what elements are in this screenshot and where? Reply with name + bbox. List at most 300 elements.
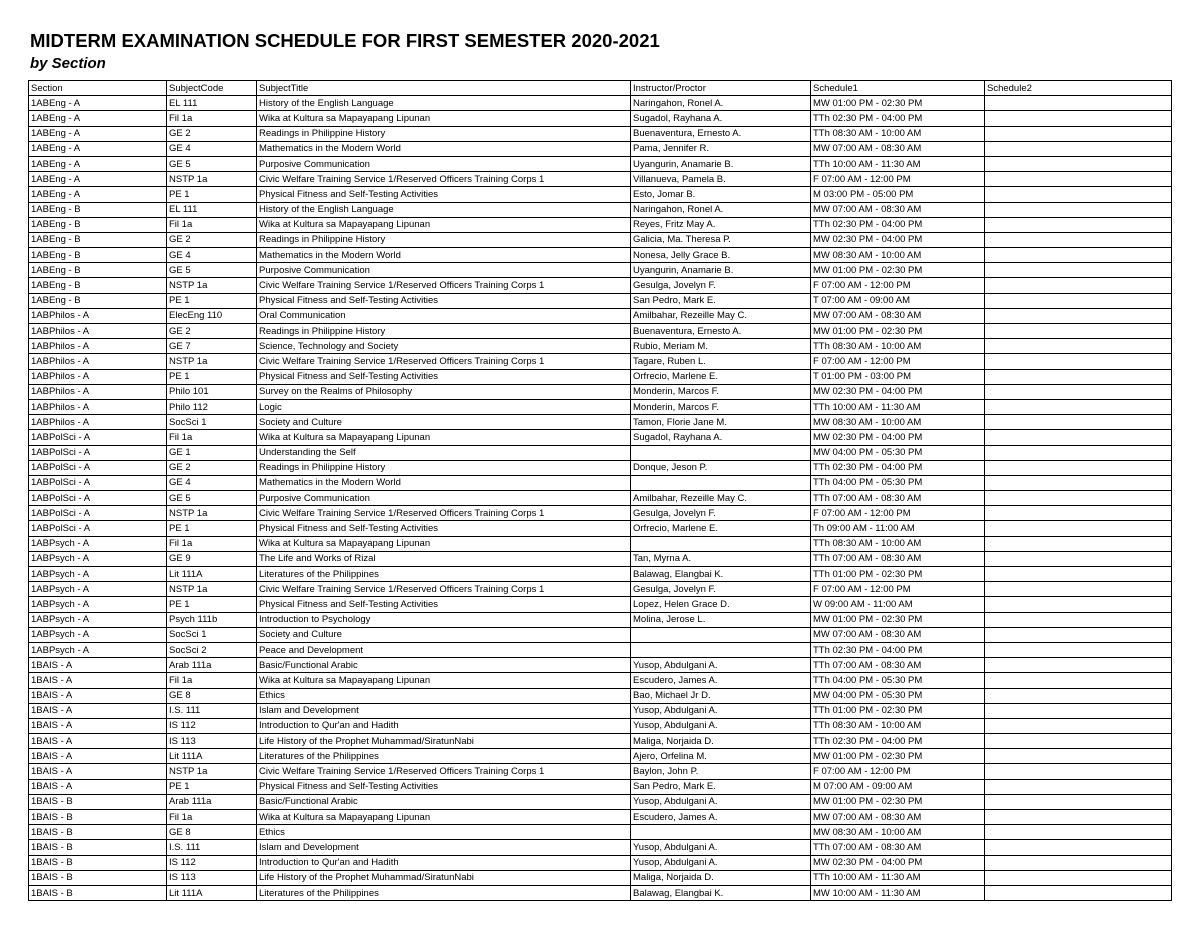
subject-code-cell: GE 7 bbox=[167, 339, 257, 354]
schedule2-cell bbox=[985, 248, 1172, 263]
section-cell: 1ABEng - A bbox=[29, 156, 167, 171]
subject-title-cell: Civic Welfare Training Service 1/Reserved Officers Training Corps 1 bbox=[257, 506, 631, 521]
subject-title-cell: Civic Welfare Training Service 1/Reserved Officers Training Corps 1 bbox=[257, 764, 631, 779]
page-subtitle: by Section bbox=[30, 55, 106, 72]
schedule2-cell bbox=[985, 308, 1172, 323]
schedule1-cell: TTh 10:00 AM - 11:30 AM bbox=[811, 156, 985, 171]
subject-code-cell: I.S. 111 bbox=[167, 703, 257, 718]
subject-code-cell: IS 113 bbox=[167, 734, 257, 749]
schedule2-cell bbox=[985, 688, 1172, 703]
table-row bbox=[29, 627, 1172, 642]
schedule2-cell bbox=[985, 491, 1172, 506]
table-row bbox=[29, 612, 1172, 627]
subject-title-cell: Islam and Development bbox=[257, 703, 631, 718]
schedule2-cell bbox=[985, 430, 1172, 445]
subject-title-cell: Mathematics in the Modern World bbox=[257, 248, 631, 263]
schedule1-cell: TTh 01:00 PM - 02:30 PM bbox=[811, 567, 985, 582]
subject-code-cell: Psych 111b bbox=[167, 612, 257, 627]
schedule1-cell: MW 04:00 PM - 05:30 PM bbox=[811, 445, 985, 460]
schedule2-cell bbox=[985, 111, 1172, 126]
table-row bbox=[29, 855, 1172, 870]
table-row bbox=[29, 734, 1172, 749]
instructor-cell: Gesulga, Jovelyn F. bbox=[631, 278, 811, 293]
subject-title-cell: The Life and Works of Rizal bbox=[257, 551, 631, 566]
table-row bbox=[29, 430, 1172, 445]
schedule1-cell: M 07:00 AM - 09:00 AM bbox=[811, 779, 985, 794]
table-row bbox=[29, 718, 1172, 733]
section-cell: 1BAIS - A bbox=[29, 749, 167, 764]
section-cell: 1ABPhilos - A bbox=[29, 415, 167, 430]
table-body bbox=[29, 96, 1172, 901]
section-cell: 1ABEng - A bbox=[29, 126, 167, 141]
instructor-cell: Escudero, James A. bbox=[631, 673, 811, 688]
table-row bbox=[29, 111, 1172, 126]
subject-title-cell: Ethics bbox=[257, 688, 631, 703]
schedule2-cell bbox=[985, 354, 1172, 369]
subject-code-cell: Arab 111a bbox=[167, 658, 257, 673]
schedule2-cell bbox=[985, 536, 1172, 551]
section-cell: 1BAIS - B bbox=[29, 840, 167, 855]
schedule1-cell: MW 07:00 AM - 08:30 AM bbox=[811, 627, 985, 642]
instructor-cell: Gesulga, Jovelyn F. bbox=[631, 506, 811, 521]
table-row bbox=[29, 536, 1172, 551]
section-cell: 1ABPhilos - A bbox=[29, 354, 167, 369]
subject-code-cell: PE 1 bbox=[167, 187, 257, 202]
subject-title-cell: Life History of the Prophet Muhammad/SiratunNabi bbox=[257, 870, 631, 885]
section-cell: 1ABPhilos - A bbox=[29, 399, 167, 414]
schedule1-cell: TTh 02:30 PM - 04:00 PM bbox=[811, 642, 985, 657]
subject-code-cell: EL 111 bbox=[167, 96, 257, 111]
subject-title-cell: History of the English Language bbox=[257, 202, 631, 217]
schedule2-cell bbox=[985, 445, 1172, 460]
subject-code-cell: GE 8 bbox=[167, 825, 257, 840]
schedule1-cell: TTh 02:30 PM - 04:00 PM bbox=[811, 460, 985, 475]
schedule1-cell: MW 01:00 PM - 02:30 PM bbox=[811, 263, 985, 278]
schedule1-cell: MW 01:00 PM - 02:30 PM bbox=[811, 749, 985, 764]
schedule1-cell: MW 07:00 AM - 08:30 AM bbox=[811, 141, 985, 156]
column-header: Section bbox=[29, 81, 167, 96]
section-cell: 1BAIS - A bbox=[29, 734, 167, 749]
table-row bbox=[29, 202, 1172, 217]
section-cell: 1BAIS - A bbox=[29, 658, 167, 673]
subject-title-cell: Civic Welfare Training Service 1/Reserved Officers Training Corps 1 bbox=[257, 172, 631, 187]
subject-code-cell: PE 1 bbox=[167, 521, 257, 536]
table-row bbox=[29, 688, 1172, 703]
table-row bbox=[29, 354, 1172, 369]
schedule2-cell bbox=[985, 855, 1172, 870]
subject-title-cell: Physical Fitness and Self-Testing Activities bbox=[257, 369, 631, 384]
subject-title-cell: Literatures of the Philippines bbox=[257, 885, 631, 900]
table-row bbox=[29, 232, 1172, 247]
instructor-cell: Balawag, Elangbai K. bbox=[631, 885, 811, 900]
section-cell: 1ABPsych - A bbox=[29, 567, 167, 582]
schedule1-cell: TTh 08:30 AM - 10:00 AM bbox=[811, 126, 985, 141]
instructor-cell: Donque, Jeson P. bbox=[631, 460, 811, 475]
instructor-cell: Monderin, Marcos F. bbox=[631, 384, 811, 399]
subject-title-cell: Wika at Kultura sa Mapayapang Lipunan bbox=[257, 673, 631, 688]
instructor-cell: Yusop, Abdulgani A. bbox=[631, 840, 811, 855]
subject-code-cell: PE 1 bbox=[167, 369, 257, 384]
subject-code-cell: GE 9 bbox=[167, 551, 257, 566]
instructor-cell: Yusop, Abdulgani A. bbox=[631, 718, 811, 733]
section-cell: 1ABEng - B bbox=[29, 248, 167, 263]
table-row bbox=[29, 764, 1172, 779]
table-row bbox=[29, 415, 1172, 430]
table-row bbox=[29, 324, 1172, 339]
subject-title-cell: History of the English Language bbox=[257, 96, 631, 111]
schedule1-cell: Th 09:00 AM - 11:00 AM bbox=[811, 521, 985, 536]
schedule2-cell bbox=[985, 202, 1172, 217]
section-cell: 1ABEng - A bbox=[29, 96, 167, 111]
section-cell: 1BAIS - A bbox=[29, 673, 167, 688]
subject-title-cell: Ethics bbox=[257, 825, 631, 840]
schedule1-cell: MW 07:00 AM - 08:30 AM bbox=[811, 308, 985, 323]
table-row bbox=[29, 582, 1172, 597]
subject-title-cell: Readings in Philippine History bbox=[257, 232, 631, 247]
schedule1-cell: TTh 10:00 AM - 11:30 AM bbox=[811, 870, 985, 885]
schedule2-cell bbox=[985, 582, 1172, 597]
instructor-cell: Yusop, Abdulgani A. bbox=[631, 794, 811, 809]
subject-code-cell: GE 2 bbox=[167, 126, 257, 141]
table-row bbox=[29, 673, 1172, 688]
schedule-table bbox=[28, 80, 1172, 901]
subject-title-cell: Civic Welfare Training Service 1/Reserved Officers Training Corps 1 bbox=[257, 354, 631, 369]
schedule2-cell bbox=[985, 521, 1172, 536]
schedule2-cell bbox=[985, 475, 1172, 490]
schedule2-cell bbox=[985, 126, 1172, 141]
subject-code-cell: GE 2 bbox=[167, 232, 257, 247]
instructor-cell: Reyes, Fritz May A. bbox=[631, 217, 811, 232]
schedule2-cell bbox=[985, 825, 1172, 840]
section-cell: 1ABEng - A bbox=[29, 141, 167, 156]
schedule2-cell bbox=[985, 172, 1172, 187]
instructor-cell: Amilbahar, Rezeille May C. bbox=[631, 308, 811, 323]
table-row bbox=[29, 369, 1172, 384]
subject-code-cell: PE 1 bbox=[167, 293, 257, 308]
schedule1-cell: MW 02:30 PM - 04:00 PM bbox=[811, 430, 985, 445]
section-cell: 1ABPhilos - A bbox=[29, 369, 167, 384]
section-cell: 1BAIS - A bbox=[29, 718, 167, 733]
section-cell: 1ABPhilos - A bbox=[29, 324, 167, 339]
section-cell: 1ABPolSci - A bbox=[29, 430, 167, 445]
schedule1-cell: F 07:00 AM - 12:00 PM bbox=[811, 506, 985, 521]
table-row bbox=[29, 567, 1172, 582]
table-row bbox=[29, 384, 1172, 399]
subject-title-cell: Society and Culture bbox=[257, 415, 631, 430]
instructor-cell bbox=[631, 536, 811, 551]
subject-code-cell: NSTP 1a bbox=[167, 278, 257, 293]
section-cell: 1ABPsych - A bbox=[29, 551, 167, 566]
column-header: Instructor/Proctor bbox=[631, 81, 811, 96]
schedule2-cell bbox=[985, 885, 1172, 900]
table-row bbox=[29, 399, 1172, 414]
instructor-cell: Pama, Jennifer R. bbox=[631, 141, 811, 156]
table-row bbox=[29, 460, 1172, 475]
subject-title-cell: Oral Communication bbox=[257, 308, 631, 323]
schedule2-cell bbox=[985, 567, 1172, 582]
subject-code-cell: Arab 111a bbox=[167, 794, 257, 809]
schedule2-cell bbox=[985, 612, 1172, 627]
subject-title-cell: Physical Fitness and Self-Testing Activities bbox=[257, 187, 631, 202]
subject-code-cell: Fil 1a bbox=[167, 673, 257, 688]
instructor-cell: San Pedro, Mark E. bbox=[631, 293, 811, 308]
schedule1-cell: TTh 08:30 AM - 10:00 AM bbox=[811, 536, 985, 551]
instructor-cell: Maliga, Norjaida D. bbox=[631, 870, 811, 885]
schedule2-cell bbox=[985, 764, 1172, 779]
section-cell: 1ABPhilos - A bbox=[29, 384, 167, 399]
instructor-cell bbox=[631, 475, 811, 490]
schedule2-cell bbox=[985, 263, 1172, 278]
subject-code-cell: GE 5 bbox=[167, 263, 257, 278]
subject-code-cell: NSTP 1a bbox=[167, 354, 257, 369]
schedule1-cell: MW 10:00 AM - 11:30 AM bbox=[811, 885, 985, 900]
section-cell: 1ABPolSci - A bbox=[29, 460, 167, 475]
schedule2-cell bbox=[985, 658, 1172, 673]
schedule1-cell: TTh 01:00 PM - 02:30 PM bbox=[811, 703, 985, 718]
schedule1-cell: TTh 08:30 AM - 10:00 AM bbox=[811, 718, 985, 733]
table-row bbox=[29, 506, 1172, 521]
section-cell: 1BAIS - A bbox=[29, 688, 167, 703]
schedule1-cell: F 07:00 AM - 12:00 PM bbox=[811, 764, 985, 779]
subject-code-cell: IS 113 bbox=[167, 870, 257, 885]
column-header: Schedule1 bbox=[811, 81, 985, 96]
schedule2-cell bbox=[985, 551, 1172, 566]
section-cell: 1ABEng - B bbox=[29, 278, 167, 293]
schedule1-cell: MW 07:00 AM - 08:30 AM bbox=[811, 202, 985, 217]
section-cell: 1ABPhilos - A bbox=[29, 308, 167, 323]
subject-title-cell: Wika at Kultura sa Mapayapang Lipunan bbox=[257, 536, 631, 551]
table-row bbox=[29, 658, 1172, 673]
instructor-cell: Monderin, Marcos F. bbox=[631, 399, 811, 414]
instructor-cell: Naringahon, Ronel A. bbox=[631, 96, 811, 111]
instructor-cell: Baylon, John P. bbox=[631, 764, 811, 779]
subject-title-cell: Society and Culture bbox=[257, 627, 631, 642]
section-cell: 1ABPsych - A bbox=[29, 597, 167, 612]
schedule1-cell: W 09:00 AM - 11:00 AM bbox=[811, 597, 985, 612]
schedule1-cell: TTh 08:30 AM - 10:00 AM bbox=[811, 339, 985, 354]
schedule2-cell bbox=[985, 794, 1172, 809]
instructor-cell: Orfrecio, Marlene E. bbox=[631, 369, 811, 384]
subject-code-cell: Philo 112 bbox=[167, 399, 257, 414]
table-row bbox=[29, 779, 1172, 794]
schedule1-cell: MW 01:00 PM - 02:30 PM bbox=[811, 794, 985, 809]
section-cell: 1ABPolSci - A bbox=[29, 521, 167, 536]
schedule2-cell bbox=[985, 810, 1172, 825]
subject-title-cell: Logic bbox=[257, 399, 631, 414]
section-cell: 1BAIS - A bbox=[29, 703, 167, 718]
table-row bbox=[29, 141, 1172, 156]
schedule2-cell bbox=[985, 339, 1172, 354]
schedule2-cell bbox=[985, 293, 1172, 308]
section-cell: 1ABEng - A bbox=[29, 172, 167, 187]
instructor-cell: Yusop, Abdulgani A. bbox=[631, 703, 811, 718]
table-row bbox=[29, 794, 1172, 809]
subject-title-cell: Survey on the Realms of Philosophy bbox=[257, 384, 631, 399]
instructor-cell: Uyangurin, Anamarie B. bbox=[631, 263, 811, 278]
schedule1-cell: MW 02:30 PM - 04:00 PM bbox=[811, 855, 985, 870]
schedule1-cell: MW 08:30 AM - 10:00 AM bbox=[811, 825, 985, 840]
subject-code-cell: Lit 111A bbox=[167, 885, 257, 900]
subject-code-cell: PE 1 bbox=[167, 597, 257, 612]
section-cell: 1ABPsych - A bbox=[29, 582, 167, 597]
instructor-cell: Rubio, Meriam M. bbox=[631, 339, 811, 354]
section-cell: 1ABPsych - A bbox=[29, 612, 167, 627]
subject-title-cell: Mathematics in the Modern World bbox=[257, 141, 631, 156]
instructor-cell bbox=[631, 445, 811, 460]
schedule1-cell: MW 08:30 AM - 10:00 AM bbox=[811, 415, 985, 430]
schedule1-cell: T 01:00 PM - 03:00 PM bbox=[811, 369, 985, 384]
schedule1-cell: TTh 07:00 AM - 08:30 AM bbox=[811, 551, 985, 566]
column-header: Schedule2 bbox=[985, 81, 1172, 96]
subject-code-cell: Philo 101 bbox=[167, 384, 257, 399]
schedule1-cell: F 07:00 AM - 12:00 PM bbox=[811, 172, 985, 187]
schedule2-cell bbox=[985, 734, 1172, 749]
subject-code-cell: GE 8 bbox=[167, 688, 257, 703]
schedule1-cell: MW 08:30 AM - 10:00 AM bbox=[811, 248, 985, 263]
instructor-cell: Sugadol, Rayhana A. bbox=[631, 430, 811, 445]
subject-title-cell: Introduction to Psychology bbox=[257, 612, 631, 627]
subject-title-cell: Readings in Philippine History bbox=[257, 324, 631, 339]
schedule1-cell: F 07:00 AM - 12:00 PM bbox=[811, 582, 985, 597]
subject-title-cell: Physical Fitness and Self-Testing Activities bbox=[257, 779, 631, 794]
instructor-cell bbox=[631, 642, 811, 657]
table-row bbox=[29, 278, 1172, 293]
subject-title-cell: Islam and Development bbox=[257, 840, 631, 855]
subject-code-cell: GE 2 bbox=[167, 460, 257, 475]
subject-code-cell: GE 4 bbox=[167, 141, 257, 156]
instructor-cell: Tamon, Florie Jane M. bbox=[631, 415, 811, 430]
section-cell: 1ABPsych - A bbox=[29, 627, 167, 642]
schedule2-cell bbox=[985, 369, 1172, 384]
instructor-cell bbox=[631, 825, 811, 840]
table-row bbox=[29, 749, 1172, 764]
instructor-cell: Nonesa, Jelly Grace B. bbox=[631, 248, 811, 263]
subject-title-cell: Wika at Kultura sa Mapayapang Lipunan bbox=[257, 810, 631, 825]
subject-title-cell: Civic Welfare Training Service 1/Reserved Officers Training Corps 1 bbox=[257, 582, 631, 597]
subject-code-cell: GE 5 bbox=[167, 156, 257, 171]
subject-title-cell: Life History of the Prophet Muhammad/SiratunNabi bbox=[257, 734, 631, 749]
instructor-cell: Amilbahar, Rezeille May C. bbox=[631, 491, 811, 506]
schedule2-cell bbox=[985, 460, 1172, 475]
subject-code-cell: Fil 1a bbox=[167, 430, 257, 445]
table-row bbox=[29, 445, 1172, 460]
section-cell: 1ABEng - B bbox=[29, 232, 167, 247]
table-row bbox=[29, 475, 1172, 490]
instructor-cell: Molina, Jerose L. bbox=[631, 612, 811, 627]
section-cell: 1ABEng - B bbox=[29, 217, 167, 232]
schedule2-cell bbox=[985, 278, 1172, 293]
instructor-cell: Lopez, Helen Grace D. bbox=[631, 597, 811, 612]
instructor-cell: Yusop, Abdulgani A. bbox=[631, 658, 811, 673]
schedule1-cell: TTh 10:00 AM - 11:30 AM bbox=[811, 399, 985, 414]
table-row bbox=[29, 870, 1172, 885]
instructor-cell: Sugadol, Rayhana A. bbox=[631, 111, 811, 126]
instructor-cell: Buenaventura, Ernesto A. bbox=[631, 126, 811, 141]
schedule1-cell: MW 02:30 PM - 04:00 PM bbox=[811, 232, 985, 247]
instructor-cell: Yusop, Abdulgani A. bbox=[631, 855, 811, 870]
schedule2-cell bbox=[985, 718, 1172, 733]
section-cell: 1BAIS - B bbox=[29, 825, 167, 840]
subject-code-cell: Fil 1a bbox=[167, 810, 257, 825]
subject-title-cell: Physical Fitness and Self-Testing Activities bbox=[257, 293, 631, 308]
subject-title-cell: Literatures of the Philippines bbox=[257, 567, 631, 582]
section-cell: 1ABEng - B bbox=[29, 293, 167, 308]
instructor-cell: Balawag, Elangbai K. bbox=[631, 567, 811, 582]
schedule2-cell bbox=[985, 840, 1172, 855]
table-row bbox=[29, 642, 1172, 657]
table-row bbox=[29, 825, 1172, 840]
table-row bbox=[29, 597, 1172, 612]
schedule1-cell: TTh 02:30 PM - 04:00 PM bbox=[811, 217, 985, 232]
schedule1-cell: TTh 02:30 PM - 04:00 PM bbox=[811, 111, 985, 126]
schedule1-cell: TTh 07:00 AM - 08:30 AM bbox=[811, 658, 985, 673]
table-row bbox=[29, 810, 1172, 825]
subject-code-cell: NSTP 1a bbox=[167, 582, 257, 597]
schedule1-cell: MW 07:00 AM - 08:30 AM bbox=[811, 810, 985, 825]
section-cell: 1ABPolSci - A bbox=[29, 475, 167, 490]
subject-code-cell: GE 5 bbox=[167, 491, 257, 506]
schedule2-cell bbox=[985, 232, 1172, 247]
subject-title-cell: Introduction to Qur'an and Hadith bbox=[257, 718, 631, 733]
subject-title-cell: Science, Technology and Society bbox=[257, 339, 631, 354]
subject-code-cell: GE 4 bbox=[167, 248, 257, 263]
instructor-cell: Naringahon, Ronel A. bbox=[631, 202, 811, 217]
schedule2-cell bbox=[985, 384, 1172, 399]
section-cell: 1BAIS - B bbox=[29, 870, 167, 885]
schedule1-cell: F 07:00 AM - 12:00 PM bbox=[811, 354, 985, 369]
section-cell: 1ABEng - A bbox=[29, 111, 167, 126]
table-row bbox=[29, 491, 1172, 506]
schedule1-cell: M 03:00 PM - 05:00 PM bbox=[811, 187, 985, 202]
instructor-cell: Tan, Myrna A. bbox=[631, 551, 811, 566]
section-cell: 1BAIS - B bbox=[29, 885, 167, 900]
schedule1-cell: TTh 04:00 PM - 05:30 PM bbox=[811, 475, 985, 490]
subject-code-cell: Fil 1a bbox=[167, 111, 257, 126]
section-cell: 1BAIS - A bbox=[29, 779, 167, 794]
schedule2-cell bbox=[985, 399, 1172, 414]
subject-title-cell: Wika at Kultura sa Mapayapang Lipunan bbox=[257, 217, 631, 232]
subject-code-cell: NSTP 1a bbox=[167, 764, 257, 779]
subject-title-cell: Purposive Communication bbox=[257, 491, 631, 506]
subject-code-cell: SocSci 1 bbox=[167, 415, 257, 430]
schedule2-cell bbox=[985, 642, 1172, 657]
subject-title-cell: Civic Welfare Training Service 1/Reserved Officers Training Corps 1 bbox=[257, 278, 631, 293]
table-row bbox=[29, 172, 1172, 187]
schedule2-cell bbox=[985, 749, 1172, 764]
instructor-cell: Tagare, Ruben L. bbox=[631, 354, 811, 369]
section-cell: 1ABPolSci - A bbox=[29, 506, 167, 521]
instructor-cell: Esto, Jomar B. bbox=[631, 187, 811, 202]
table-row bbox=[29, 217, 1172, 232]
schedule1-cell: MW 01:00 PM - 02:30 PM bbox=[811, 96, 985, 111]
schedule1-cell: TTh 04:00 PM - 05:30 PM bbox=[811, 673, 985, 688]
schedule2-cell bbox=[985, 506, 1172, 521]
subject-title-cell: Introduction to Qur'an and Hadith bbox=[257, 855, 631, 870]
section-cell: 1ABPhilos - A bbox=[29, 339, 167, 354]
subject-code-cell: Fil 1a bbox=[167, 217, 257, 232]
table-row bbox=[29, 187, 1172, 202]
subject-code-cell: IS 112 bbox=[167, 718, 257, 733]
table-row bbox=[29, 293, 1172, 308]
subject-title-cell: Readings in Philippine History bbox=[257, 460, 631, 475]
schedule2-cell bbox=[985, 96, 1172, 111]
subject-code-cell: IS 112 bbox=[167, 855, 257, 870]
instructor-cell: Orfrecio, Marlene E. bbox=[631, 521, 811, 536]
subject-title-cell: Physical Fitness and Self-Testing Activities bbox=[257, 597, 631, 612]
section-cell: 1BAIS - B bbox=[29, 794, 167, 809]
instructor-cell: Ajero, Orfelina M. bbox=[631, 749, 811, 764]
section-cell: 1ABPsych - A bbox=[29, 536, 167, 551]
